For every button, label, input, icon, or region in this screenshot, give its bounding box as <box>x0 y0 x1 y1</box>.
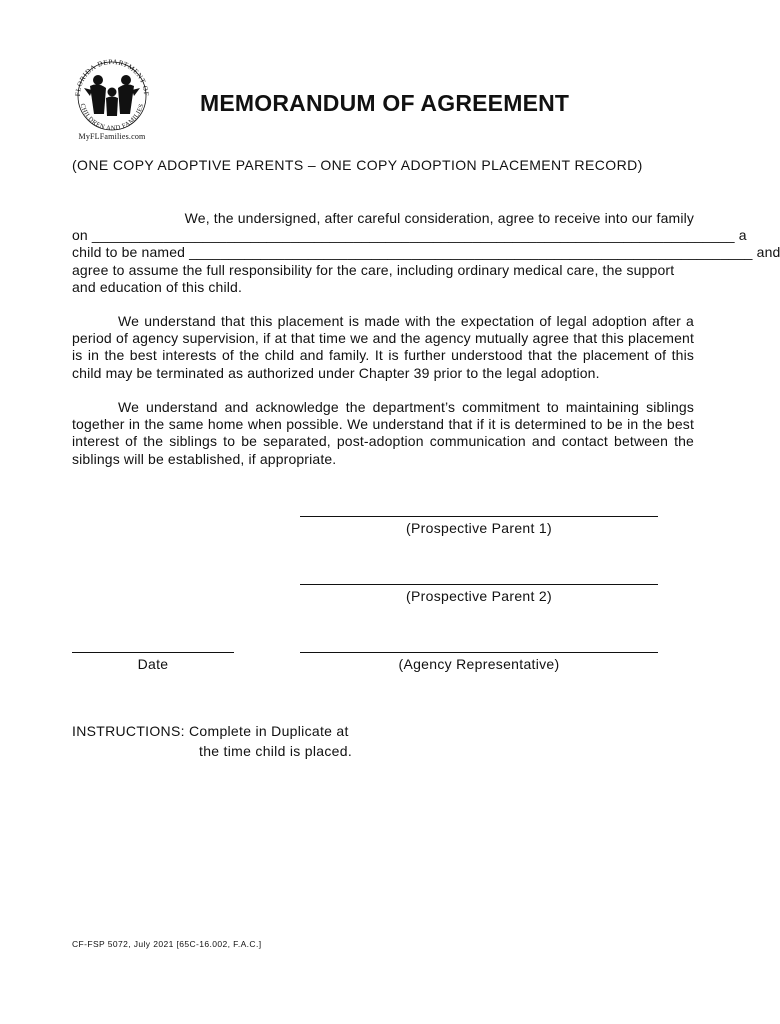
signature-line <box>300 652 658 653</box>
instructions <box>72 721 352 761</box>
signature-line <box>72 652 234 653</box>
logo-arc-bottom: CHILDREN AND FAMILIES <box>78 102 146 132</box>
family-seal-icon <box>70 52 154 132</box>
department-logo <box>70 52 154 144</box>
placement-date-blank[interactable]: _________________________________________________________________________________ <box>91 227 735 244</box>
signature-parent-1[interactable] <box>300 516 658 536</box>
agreement-paragraph-2 <box>72 313 694 382</box>
agreement-paragraph-1 <box>72 210 780 296</box>
page-title: MEMORANDUM OF AGREEMENT <box>200 90 570 116</box>
signature-parent-2[interactable] <box>300 584 658 604</box>
signature-label-parent-1: (Prospective Parent 1) <box>406 520 552 536</box>
para1-child-line <box>72 244 780 261</box>
child-name-blank[interactable]: _______________________________________________________________________ <box>189 244 753 261</box>
instructions-line-2: the time child is placed. <box>199 743 353 759</box>
signature-label-date: Date <box>137 656 169 672</box>
signature-line <box>300 516 658 517</box>
instructions-line-1: INSTRUCTIONS: Complete in Duplicate at <box>72 723 349 739</box>
para1-rest-text: agree to assume the full responsibility for the care, including ordinary medical care, the support and education of this child. <box>72 261 675 295</box>
para1-line1 <box>72 210 694 227</box>
logo-caption: MyFLFamilies.com <box>78 132 146 141</box>
logo-arc-top: FLORIDA DEPARTMENT OF <box>73 57 151 97</box>
form-footer: CF-FSP 5072, July 2021 [65C-16.002, F.A.C.] <box>72 939 262 949</box>
agreement-paragraph-3 <box>72 399 694 468</box>
para3-text: We understand and acknowledge the department’s commitment to maintaining siblings together in the same home when possible. We understand that if it is determined to be in the best interest of the siblings to be separated, post-adoption communication and contact between the siblings will be established, if appropriate. <box>72 399 694 467</box>
signature-agency[interactable] <box>300 652 658 672</box>
child-named-label: child to be named <box>72 244 186 261</box>
para2-text: We understand that this placement is made with the expectation of legal adoption after a period of agency supervision, if at that time we and the agency mutually agree that this placement is in the best interests of the child and family. It is further understood that the placement of this child may be terminated as authorized under Chapter 39 prior to the legal adoption. <box>72 313 694 381</box>
signature-label-agency: (Agency Representative) <box>398 656 560 672</box>
signature-line <box>300 584 658 585</box>
and-label: and <box>756 244 780 261</box>
para1-intro-text: We, the undersigned, after careful consideration, agree to receive into our family <box>184 210 694 226</box>
signature-date[interactable] <box>72 652 234 672</box>
signature-label-parent-2: (Prospective Parent 2) <box>406 588 552 604</box>
subtitle: (ONE COPY ADOPTIVE PARENTS – ONE COPY ADOPTION PLACEMENT RECORD) <box>72 157 643 173</box>
on-label: on <box>72 227 88 244</box>
a-label: a <box>738 227 747 244</box>
para1-date-line <box>72 227 747 244</box>
